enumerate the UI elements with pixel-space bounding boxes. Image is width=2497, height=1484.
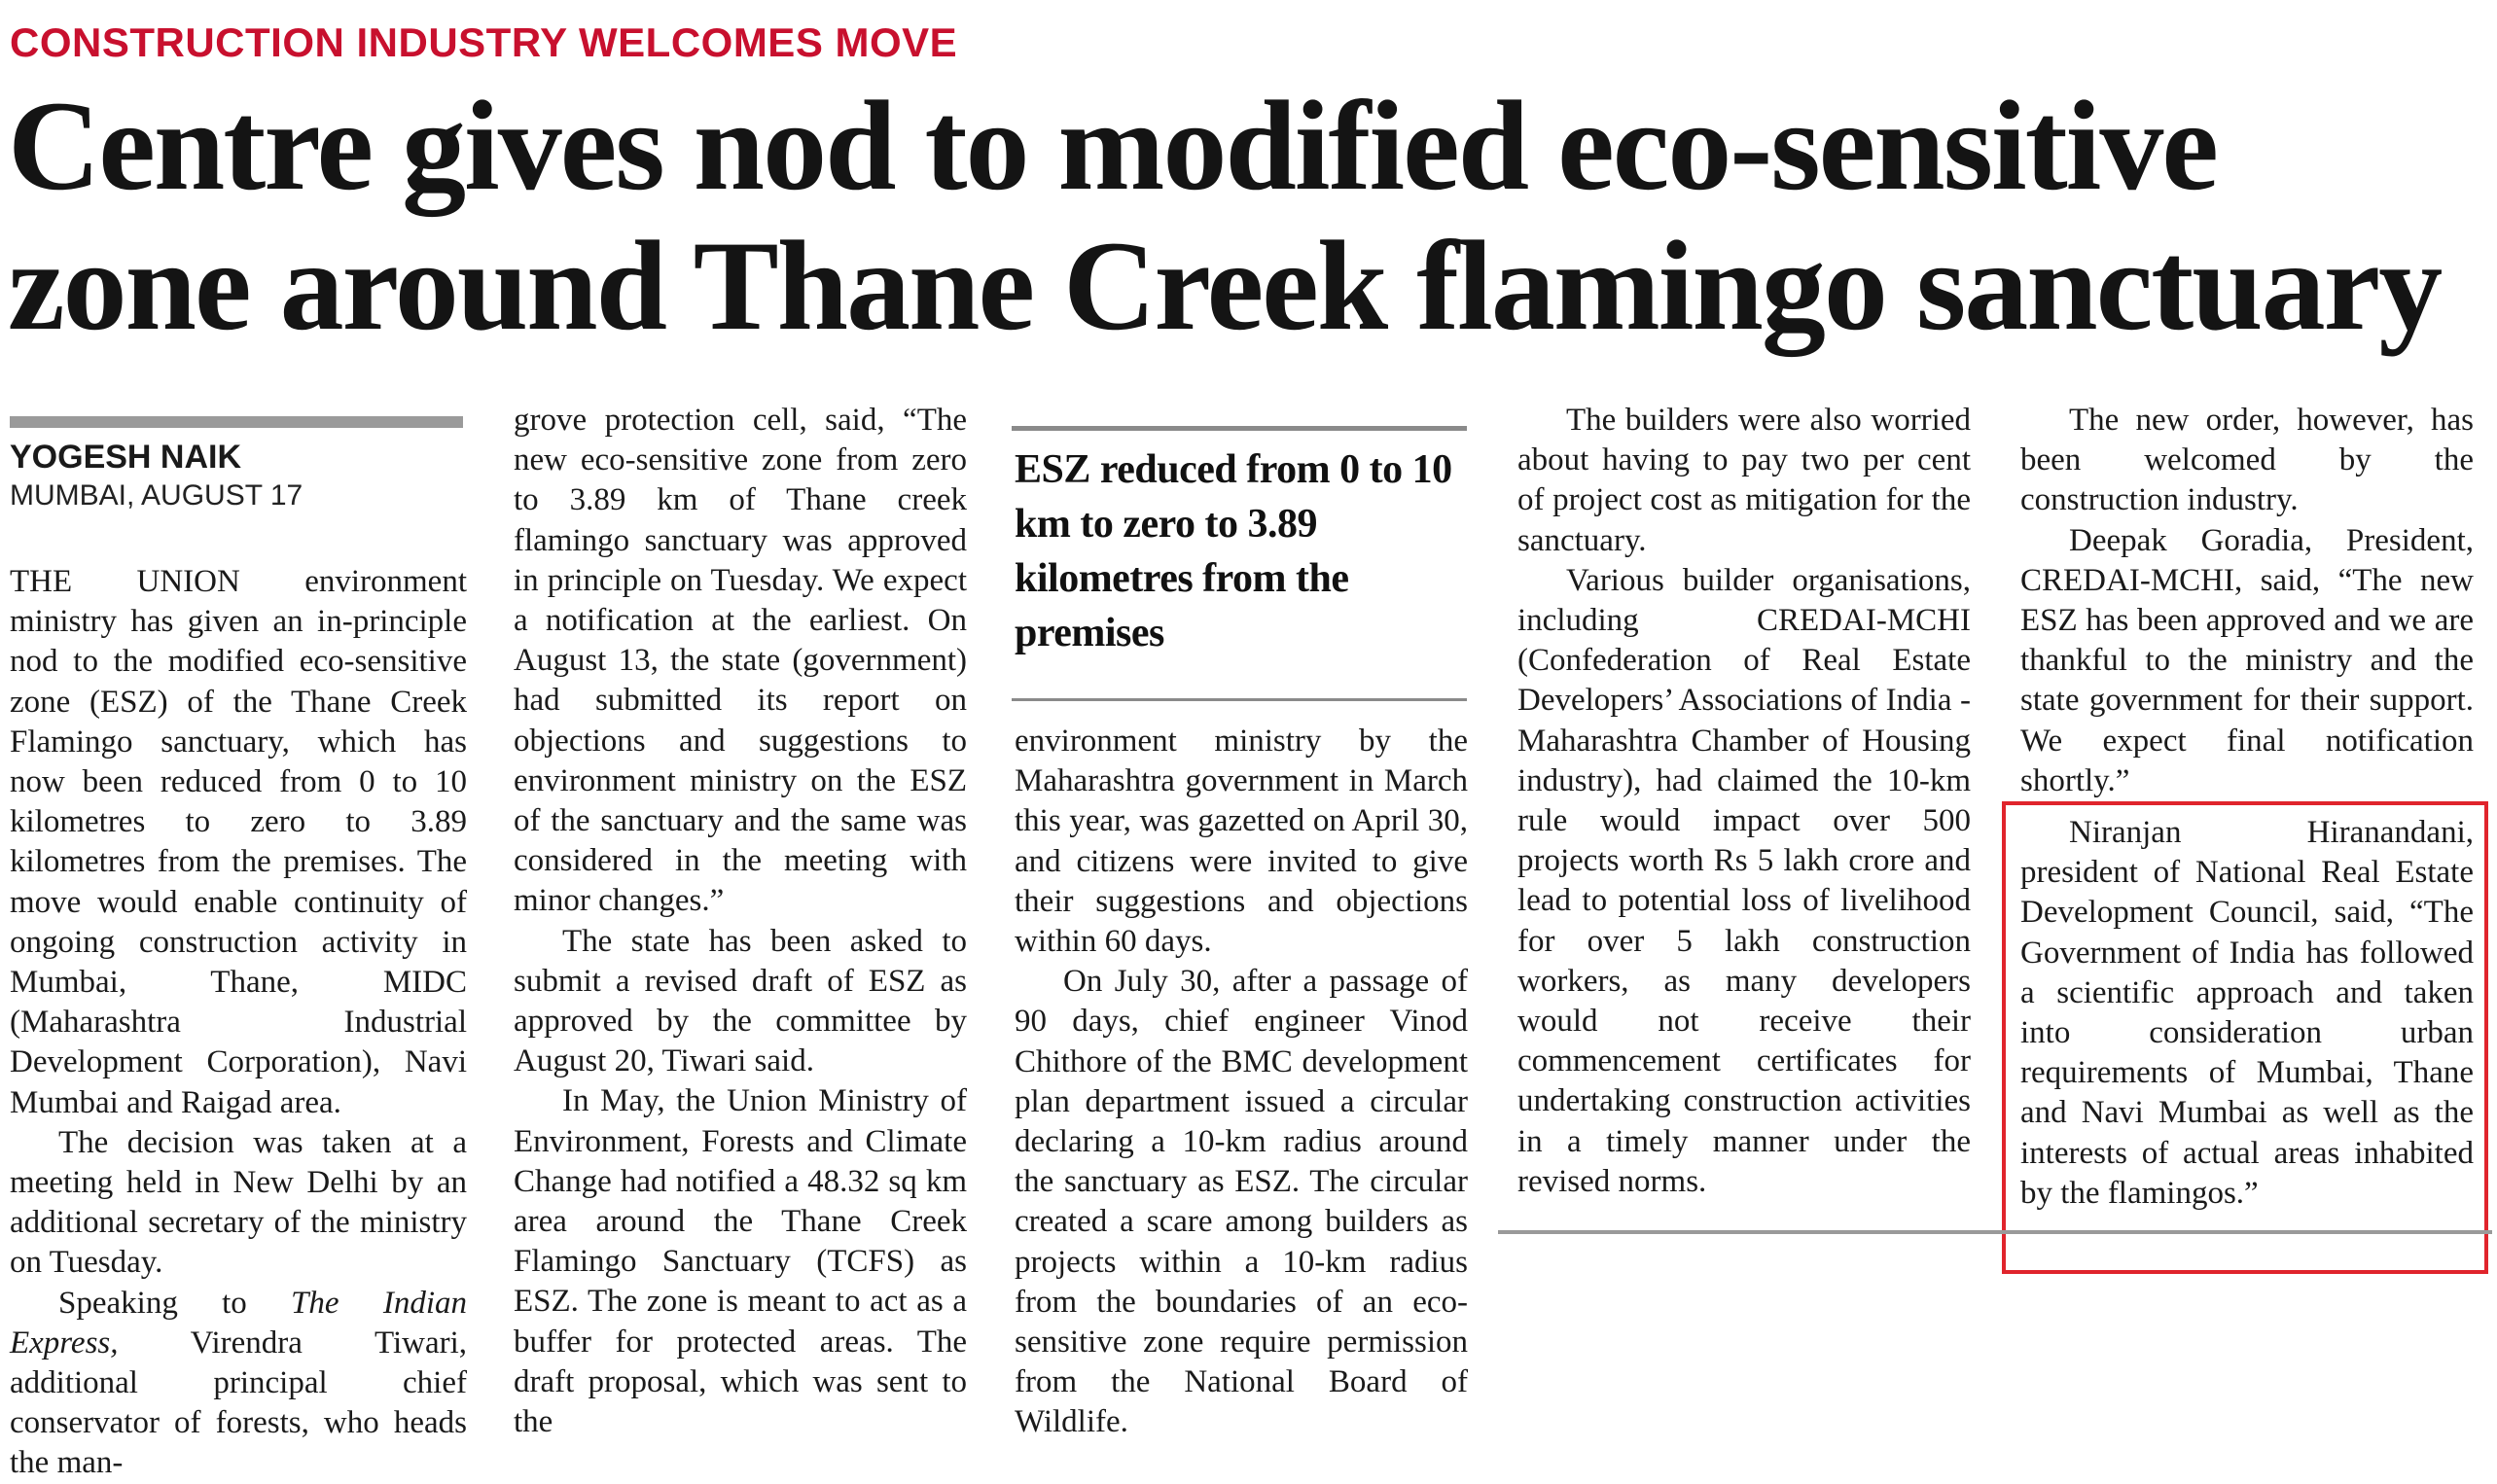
- byline: [10, 438, 303, 515]
- col1-paragraph-1: THE UNION environment ministry has given an in-principle nod to the modified eco-sensitive zone (ESZ) of the Thane Creek Flamingo sanctuary, which has now been reduced from 0 to 10 kilometres to zero to 3.89 kilometres from the premises. The move would enable continuity of ongoing construction activity in Mumbai, Thane, MIDC (Maharashtra Industrial Development Corporation), Navi Mumbai and Raigad area.: [10, 564, 467, 1120]
- headline: Centre gives nod to modified eco-sensitive zone around Thane Creek flamingo sanctuary: [8, 74, 2442, 357]
- col2-paragraph-1: grove protection cell, said, “The new eco-sensitive zone from zero to 3.89 km of Thane creek flamingo sanctuary was approved in principle on Tuesday. We expect a notification at the earliest. On August 13, the state (government) had submitted its report on objections and suggestions to environment ministry on the ESZ of the sanctuary and the same was considered in the meeting with minor changes.”: [514, 403, 967, 919]
- col2-paragraph-3: In May, the Union Ministry of Environment, Forests and Climate Change had notified a 48.32 sq km area around the Thane Creek Flamingo Sanctuary (TCFS) as ESZ. The zone is meant to act as a buffer for protected areas. The draft proposal, which was sent to the: [514, 1083, 967, 1440]
- callout-rule-top: [1012, 426, 1467, 431]
- col1-p3-rest: Virendra Tiwari, additional principal chief conservator of forests, who heads the man-: [10, 1325, 468, 1481]
- col1-p3-lead: Speaking to: [58, 1285, 247, 1321]
- column-2: [514, 401, 967, 1442]
- byline-rule: [10, 416, 463, 428]
- col3-paragraph-2: On July 30, after a passage of 90 days, chief engineer Vinod Chithore of the BMC development plan department issued a circular declaring a 10-km radius around the sanctuary as ESZ. The circular created a scare among builders as projects within a 10-km radius from the boundaries of an eco-sensitive zone require permission from the National Board of Wildlife.: [1015, 964, 1468, 1440]
- kicker: CONSTRUCTION INDUSTRY WELCOMES MOVE: [10, 19, 958, 65]
- column-3: [1015, 722, 1468, 1443]
- highlight-box: [2002, 801, 2488, 1274]
- author-name: YOGESH NAIK: [10, 439, 242, 476]
- dateline: MUMBAI, AUGUST 17: [10, 479, 303, 512]
- col5-paragraph-1: The new order, however, has been welcomed by the construction industry.: [2020, 403, 2474, 518]
- bottom-rule: [1498, 1230, 2492, 1234]
- publication-name: The Indian Express,: [10, 1285, 467, 1360]
- column-4: [1517, 401, 1971, 1202]
- col4-paragraph-2: Various builder organisations, including CREDAI-MCHI (Confederation of Real Estate Developers’ Associations of India - Maharashtra Chamber of Housing industry), had claimed the 10-km rule would impact over 500 projects worth Rs 5 lakh crore and lead to potential loss of livelihood for over 5 lakh construction workers, as many developers would not receive their commencement certificates for undertaking construction activities in a timely manner under the revised norms.: [1517, 562, 1971, 1199]
- col1-paragraph-2: The decision was taken at a meeting held in New Delhi by an additional secretary of the ministry on Tuesday.: [10, 1124, 467, 1281]
- callout-rule-bottom: [1012, 698, 1467, 701]
- col1-paragraph-3: [10, 1284, 467, 1484]
- pull-quote: ESZ reduced from 0 to 10 km to zero to 3.89 kilometres from the premises: [1015, 447, 1452, 655]
- col5-paragraph-3: Niranjan Hiranandani, president of National Real Estate Development Council, said, “The Government of India has followed a scientific approach and taken into consideration urban requirements of Mumbai, Thane and Navi Mumbai as well as the interests of actual areas inhabited by the flamingos.”: [2020, 815, 2474, 1211]
- col3-paragraph-1: environment ministry by the Maharashtra government in March this year, was gazetted on April 30, and citizens were invited to give their suggestions and objections within 60 days.: [1015, 724, 1468, 960]
- column-1: [10, 562, 467, 1484]
- col4-paragraph-1: The builders were also worried about having to pay two per cent of project cost as mitigation for the sanctuary.: [1517, 403, 1971, 558]
- col5-paragraph-2: Deepak Goradia, President, CREDAI-MCHI, said, “The new ESZ has been approved and we are thankful to the ministry and the state government for their support. We expect final notification shortly.”: [2020, 522, 2474, 798]
- col2-paragraph-2: The state has been asked to submit a revised draft of ESZ as approved by the committee by August 20, Tiwari said.: [514, 923, 967, 1079]
